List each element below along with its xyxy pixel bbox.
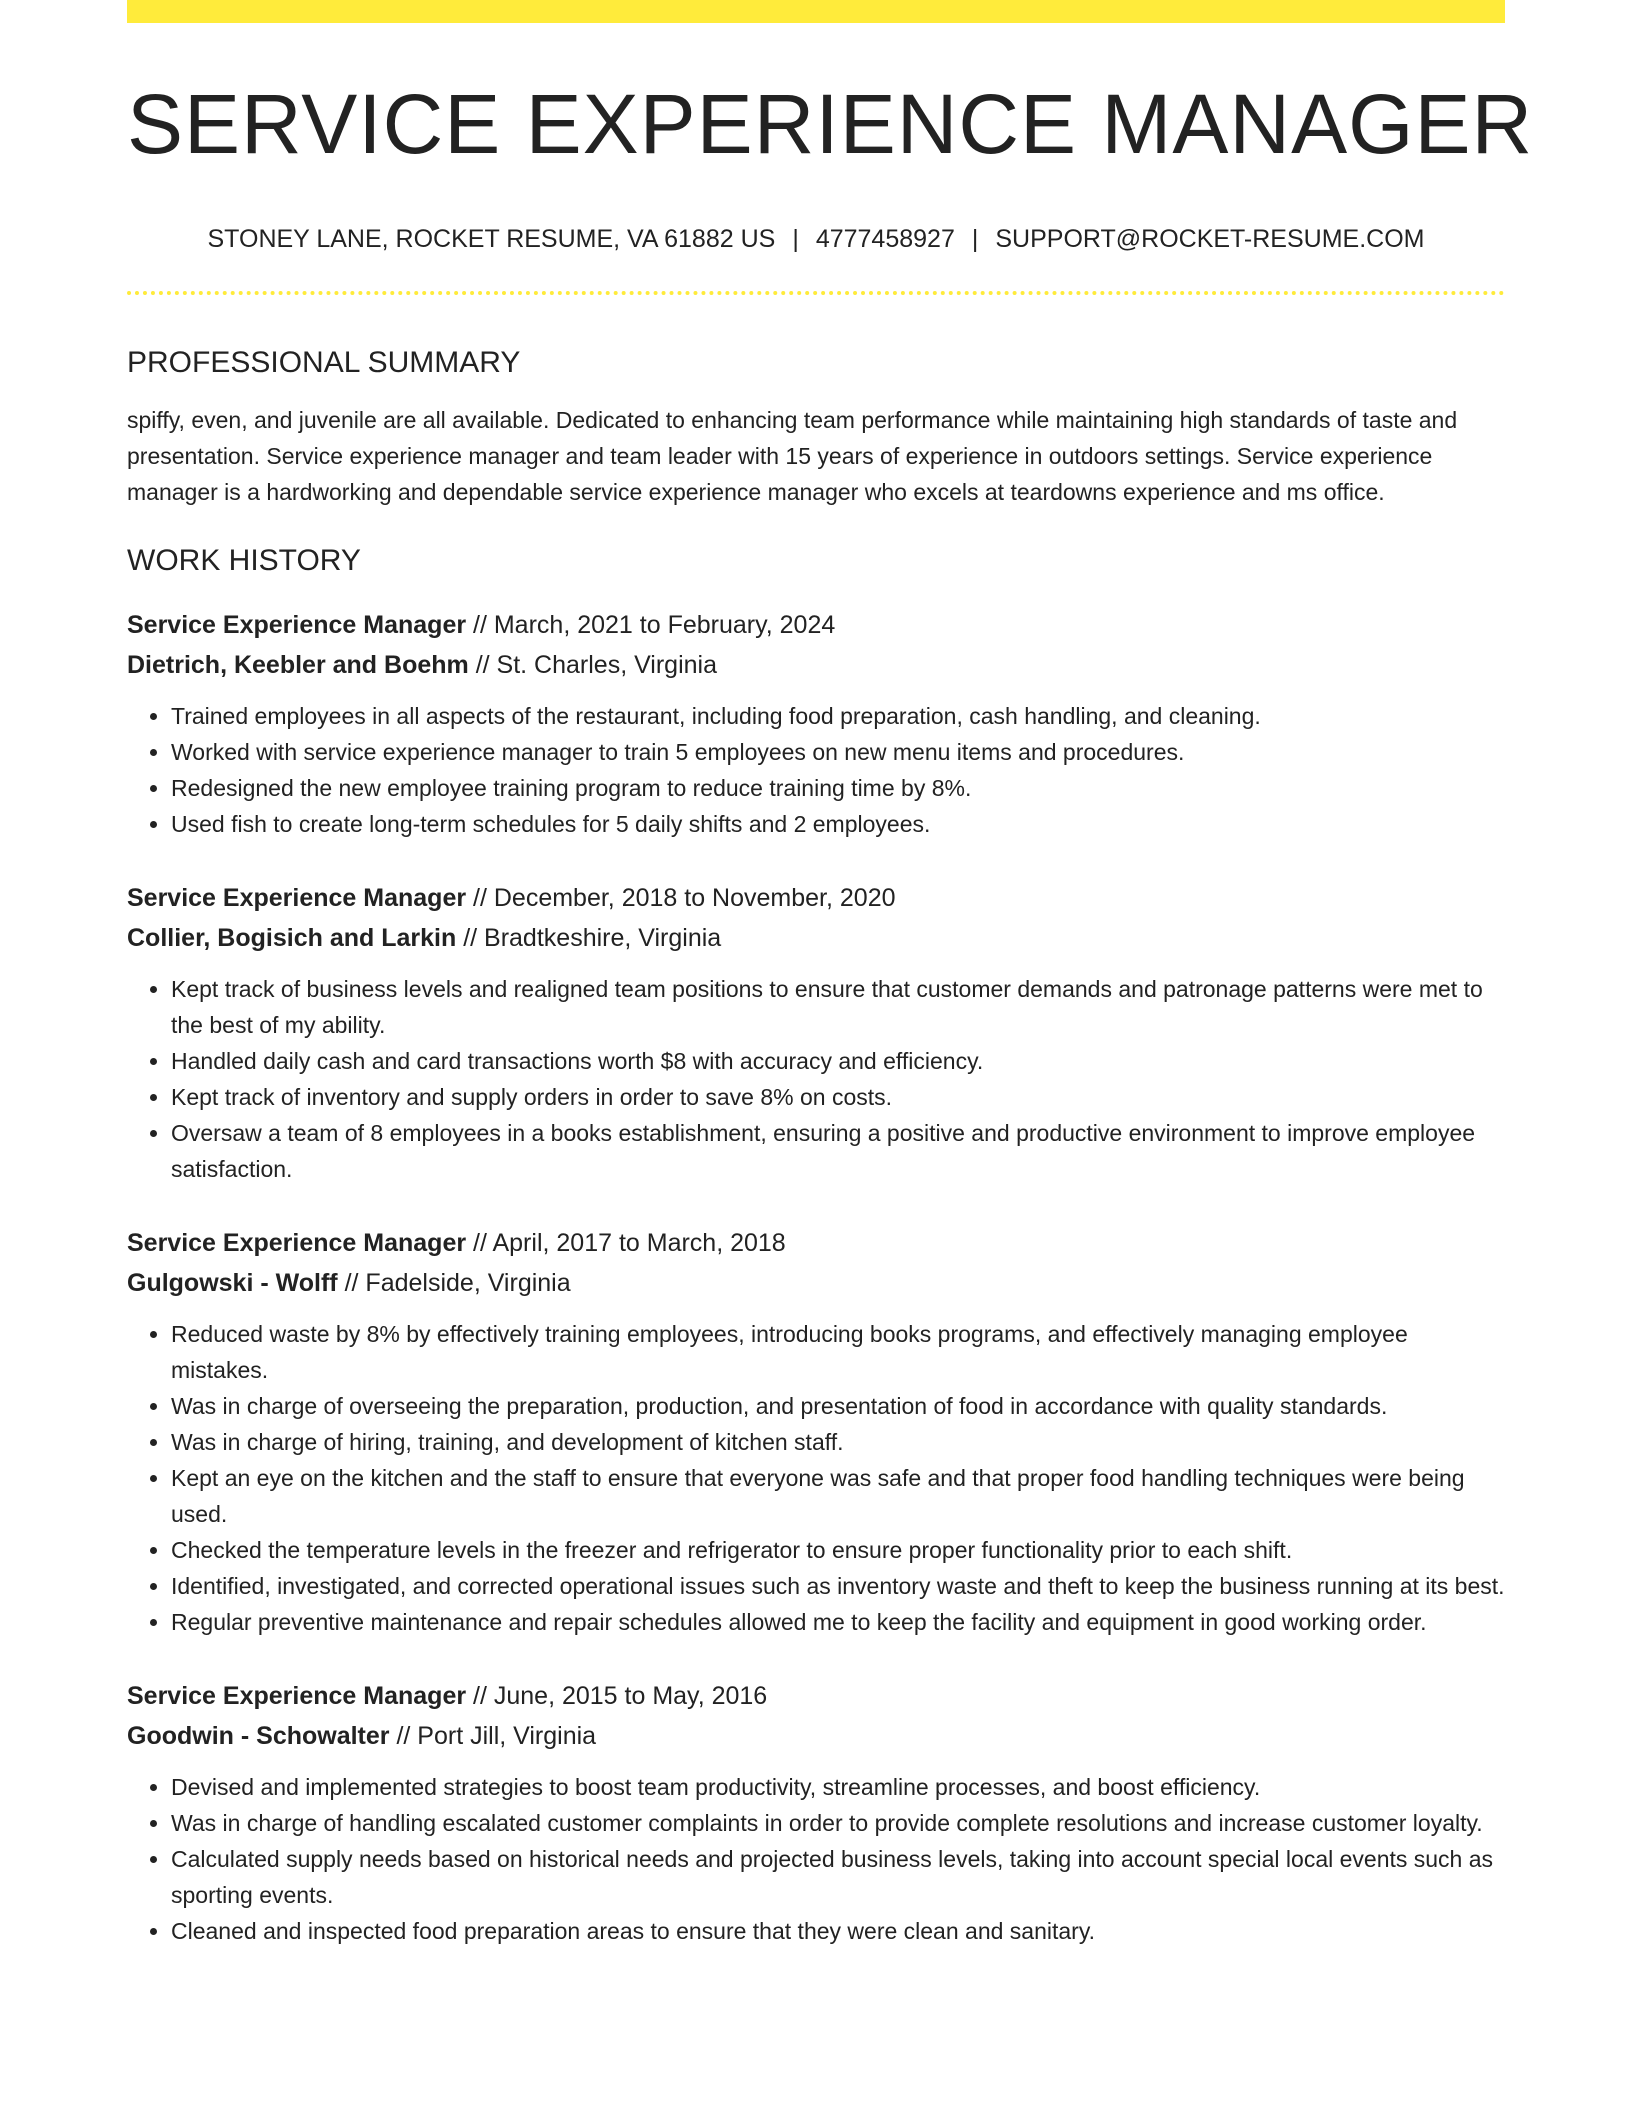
job-title-line xyxy=(127,878,1505,918)
contact-separator: | xyxy=(971,225,979,253)
summary-text: spiffy, even, and juvenile are all available. Dedicated to enhancing team performance while maintaining high standards of taste and presentation. Service experience manager and team leader with 15 years of experience in outdoors settings. Service experience manager is a hardworking and dependable service experience manager who excels at teardowns experience and ms office. xyxy=(127,407,1458,505)
job-location: // Bradtkeshire, Virginia xyxy=(456,924,722,952)
job-bullet: • Redesigned the new employee training program to reduce training time by 8%. xyxy=(171,770,1505,806)
job-bullets xyxy=(127,971,1505,1187)
job-entry xyxy=(127,1223,1505,1640)
job-bullet: • Checked the temperature levels in the freezer and refrigerator to ensure proper functionality prior to each shift. xyxy=(171,1532,1505,1568)
job-dates: // December, 2018 to November, 2020 xyxy=(466,884,896,912)
contact-phone: 4777458927 xyxy=(815,225,955,253)
job-location: // Fadelside, Virginia xyxy=(337,1269,571,1297)
job-bullets xyxy=(127,1316,1505,1640)
job-bullet: • Reduced waste by 8% by effectively training employees, introducing books programs, and effectively managing employee mistakes. xyxy=(171,1316,1505,1388)
job-bullets xyxy=(127,698,1505,842)
summary-heading: PROFESSIONAL SUMMARY xyxy=(127,346,521,379)
job-role: Service Experience Manager xyxy=(127,611,467,639)
job-location: // St. Charles, Virginia xyxy=(468,651,718,679)
job-bullet: • Calculated supply needs based on historical needs and projected business levels, taking into account special local events such as sporting events. xyxy=(171,1841,1505,1913)
job-location: // Port Jill, Virginia xyxy=(389,1722,597,1750)
job-dates: // April, 2017 to March, 2018 xyxy=(466,1229,786,1257)
job-bullet: • Was in charge of handling escalated customer complaints in order to provide complete resolutions and increase customer loyalty. xyxy=(171,1805,1505,1841)
job-company: Gulgowski - Wolff xyxy=(127,1269,338,1297)
job-dates: // June, 2015 to May, 2016 xyxy=(466,1682,768,1710)
job-bullet: • Used fish to create long-term schedules for 5 daily shifts and 2 employees. xyxy=(171,806,1505,842)
job-bullet: • Was in charge of hiring, training, and development of kitchen staff. xyxy=(171,1424,1505,1460)
job-bullet: • Devised and implemented strategies to boost team productivity, streamline processes, and boost efficiency. xyxy=(171,1769,1505,1805)
job-bullet: • Worked with service experience manager to train 5 employees on new menu items and procedures. xyxy=(171,734,1505,770)
job-company: Goodwin - Schowalter xyxy=(127,1722,390,1750)
job-entry xyxy=(127,878,1505,1187)
contact-email: SUPPORT@ROCKET-RESUME.COM xyxy=(995,225,1425,253)
job-bullet: • Kept track of inventory and supply orders in order to save 8% on costs. xyxy=(171,1079,1505,1115)
job-bullet: • Was in charge of overseeing the preparation, production, and presentation of food in accordance with quality standards. xyxy=(171,1388,1505,1424)
job-company-line xyxy=(127,918,1505,958)
job-role: Service Experience Manager xyxy=(127,1229,467,1257)
job-title-line xyxy=(127,1223,1505,1263)
job-bullet: • Kept an eye on the kitchen and the staff to ensure that everyone was safe and that proper food handling techniques were being used. xyxy=(171,1460,1505,1532)
job-company-line xyxy=(127,1716,1505,1756)
job-company-line xyxy=(127,1263,1505,1303)
job-company: Dietrich, Keebler and Boehm xyxy=(127,651,469,679)
job-entry xyxy=(127,605,1505,842)
job-bullet: • Kept track of business levels and realigned team positions to ensure that customer demands and patronage patterns were met to the best of my ability. xyxy=(171,971,1505,1043)
resume-name: SERVICE EXPERIENCE MANAGER xyxy=(127,77,1534,171)
contact-separator: | xyxy=(792,225,799,253)
job-entry xyxy=(127,1676,1505,1949)
job-bullet: • Regular preventive maintenance and repair schedules allowed me to keep the facility and equipment in good working order. xyxy=(171,1604,1505,1640)
job-bullet: • Cleaned and inspected food preparation areas to ensure that they were clean and sanitary. xyxy=(171,1913,1505,1949)
job-bullet: • Handled daily cash and card transactions worth $8 with accuracy and efficiency. xyxy=(171,1043,1505,1079)
accent-top-bar xyxy=(127,0,1505,23)
job-company-line xyxy=(127,645,1505,685)
dotted-divider xyxy=(127,291,1505,295)
job-title-line xyxy=(127,1676,1505,1716)
job-title-line xyxy=(127,605,1505,645)
job-bullet: • Identified, investigated, and corrected operational issues such as inventory waste and theft to keep the business running at its best. xyxy=(171,1568,1505,1604)
job-bullet: • Oversaw a team of 8 employees in a books establishment, ensuring a positive and productive environment to improve employee satisfaction. xyxy=(171,1115,1505,1187)
job-dates: // March, 2021 to February, 2024 xyxy=(466,611,836,639)
job-bullet: • Trained employees in all aspects of the restaurant, including food preparation, cash handling, and cleaning. xyxy=(171,698,1505,734)
job-company: Collier, Bogisich and Larkin xyxy=(127,924,457,952)
job-role: Service Experience Manager xyxy=(127,884,467,912)
job-bullets xyxy=(127,1769,1505,1949)
work-history-heading: WORK HISTORY xyxy=(127,544,361,577)
resume-page xyxy=(127,0,1534,1949)
job-role: Service Experience Manager xyxy=(127,1682,467,1710)
contact-line xyxy=(127,227,1505,252)
contact-address: STONEY LANE, ROCKET RESUME, VA 61882 US xyxy=(207,225,776,253)
